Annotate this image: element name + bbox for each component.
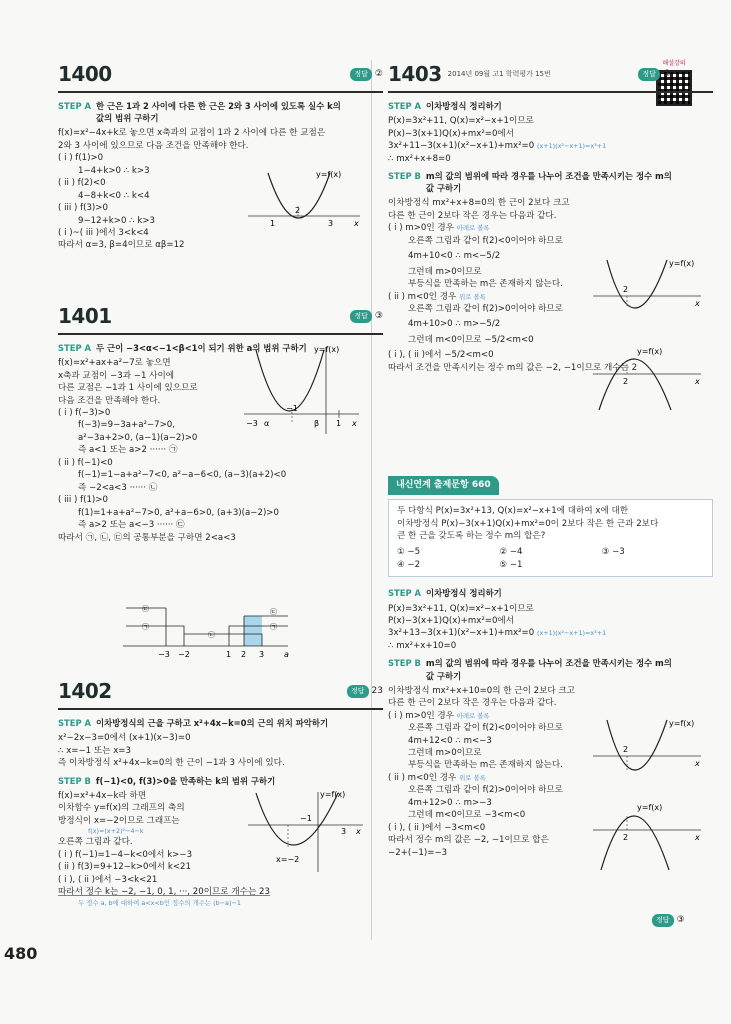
sol-line: f(x)=x²+4x−k라 하면: [58, 790, 147, 801]
tick-1: 1: [270, 219, 276, 228]
tick-2: 2: [623, 833, 629, 842]
axis-label: a: [284, 650, 289, 659]
problem-header: [58, 60, 383, 93]
parabola-graph: [248, 787, 368, 877]
step-title-2: 값 구하기: [425, 670, 462, 681]
answer-tag: 정답: [350, 68, 372, 80]
sol-line: 즉 이차방정식 x²+4x−k=0의 한 근이 −1과 3 사이에 있다.: [58, 758, 285, 769]
tick-m1: −1: [286, 404, 298, 413]
step-title: 이차방정식 정리하기: [426, 101, 502, 111]
parabola-graph-up: [593, 716, 708, 788]
problem-number: 1402: [58, 679, 112, 703]
step-a: [388, 100, 713, 112]
sol-line: ( i ) f(−3)>0: [58, 408, 111, 418]
sol-note: 아래로 볼록: [456, 711, 490, 720]
sol-line: 다른 교점은 −1과 1 사이에 있으므로: [58, 383, 198, 394]
sol-line: ( i ), ( ii )에서 −5/2<m<0: [388, 350, 494, 361]
tick-3: 3: [259, 650, 265, 659]
answer-tag: 정답: [347, 685, 369, 697]
tick-2: 2: [623, 745, 629, 754]
sol-line: 다른 한 근이 2보다 작은 경우는 다음과 같다.: [388, 698, 557, 709]
answer-value: ②: [374, 68, 383, 79]
step-b: [388, 170, 713, 194]
sol-line: 1−4+k>0 ∴ k>3: [78, 165, 150, 176]
sol-line: f(1)=1+a+a²−7>0, a²+a−6>0, (a+3)(a−2)>0: [78, 507, 279, 518]
problem-header: [388, 60, 713, 93]
sol-line: f(x)=x²−4x+k로 놓으면 x축과의 교점이 1과 2 사이에 다른 한 교점은: [58, 128, 326, 139]
sol-line: ( ii ) f(2)<0: [58, 178, 106, 189]
graph-label: y=f(x): [637, 347, 663, 356]
axis-of-symmetry: x=−2: [276, 855, 300, 864]
tick-m3: −3: [246, 419, 258, 428]
choice-4[interactable]: ④ −2: [397, 559, 421, 570]
left-column: [58, 60, 383, 937]
tick-3: 3: [328, 219, 334, 228]
sol-note: (x+1)(x²−x+1)=x³+1: [536, 142, 607, 151]
sol-line: 즉 a>2 또는 a<−3 ······ ㉢: [78, 520, 185, 531]
problem-header: [58, 302, 383, 335]
sol-note: 아래로 볼록: [456, 224, 490, 233]
sol-line: 부등식을 만족하는 m은 존재하지 않는다.: [408, 760, 563, 771]
step-label: STEP A: [58, 718, 92, 728]
step-b: [58, 775, 383, 787]
problem-1402: [58, 677, 383, 927]
answer-value: ②: [662, 68, 671, 79]
answer: [347, 685, 383, 698]
sol-line: ( iii ) f(3)>0: [58, 203, 108, 214]
sol-note: 두 정수 a, b에 대하여 a<x<b인 정수의 개수는 (b−a)−1: [78, 898, 241, 907]
sol-line: 오른쪽 그림과 같다.: [58, 837, 133, 848]
sol-line: P(x)=3x²+11, Q(x)=x²−x+1이므로: [388, 116, 534, 127]
sol-line: 오른쪽 그림과 같이 f(2)<0이어야 하므로: [408, 723, 564, 734]
problem-number: 1401: [58, 304, 112, 328]
sol-line: 4m+12>0 ∴ m>−3: [408, 797, 492, 808]
step-title: 이차방정식의 근을 구하고 x²+4x−k=0의 근의 위치 파악하기: [96, 718, 329, 728]
sol-line: 즉 a<1 또는 a>2 ······ ㉠: [78, 445, 178, 456]
x-axis-label: x: [695, 759, 700, 768]
right-column: [388, 60, 713, 859]
tick-2: 2: [623, 285, 629, 294]
graph-label: y=f(x): [669, 259, 695, 268]
graph-label: y=f(x): [314, 345, 340, 354]
sol-line: 따라서 ㉠, ㉡, ㉢의 공통부분을 구하면 2<a<3: [58, 532, 236, 543]
parabola-graph-down: [593, 344, 708, 414]
step-title: m의 값의 범위에 따라 경우를 나누어 조건을 만족시키는 정수 m의: [425, 171, 672, 181]
step-label: STEP A: [388, 588, 422, 599]
tick-2: 2: [241, 650, 247, 659]
sol-line: 그런데 m>0이므로: [408, 747, 482, 758]
sol-line: 따라서 정수 m의 값은 −2, −1이므로 합은: [388, 835, 549, 846]
sol-line: ( i ), ( ii )에서 −3<m<0: [388, 822, 486, 833]
sol-line-text: ( i ) m>0인 경우: [388, 710, 454, 721]
problem-1401: [58, 302, 383, 667]
sol-line: ( i ) f(1)>0: [58, 153, 104, 164]
parabola-graph-up: [593, 256, 708, 326]
sol-line: 부등식을 만족하는 m은 존재하지 않는다.: [408, 279, 563, 290]
sol-line: 따라서 α=3, β=4이므로 αβ=12: [58, 240, 185, 251]
page-number: 480: [4, 944, 38, 963]
sol-line: 즉 −2<a<3 ······ ㉡: [78, 482, 158, 493]
sol-line: 오른쪽 그림과 같이 f(2)>0이어야 하므로: [408, 304, 564, 314]
graph-label: y=f(x): [320, 790, 346, 799]
sol-line: 이차방정식 mx²+x+10=0의 한 근이 2보다 크고: [388, 685, 576, 696]
tick-m2: −2: [178, 650, 190, 659]
step-label: STEP A: [58, 101, 92, 111]
answer-value: 23: [371, 685, 383, 696]
parabola-graph: [244, 342, 364, 437]
answer-tag: 정답: [652, 914, 674, 926]
tick-3: 3: [341, 827, 347, 836]
problem-1400: [58, 60, 383, 292]
sol-line: 4m+10>0 ∴ m>−5/2: [408, 319, 501, 330]
sol-line: 이차함수 y=f(x)의 그래프의 축의: [58, 803, 185, 814]
answer: [350, 68, 383, 81]
answer-660: [652, 914, 685, 927]
sol-line: 방정식이 x=−2이므로 그래프는: [58, 815, 180, 826]
sol-line: f(−1)=1−a+a²−7<0, a²−a−6<0, (a−3)(a+2)<0: [78, 470, 287, 481]
step-title-2: 값 구하기: [425, 183, 462, 194]
question-line: 큰 한 근을 갖도록 하는 정수 m의 합은?: [397, 530, 546, 541]
step-a: [388, 587, 713, 599]
x-axis-label: x: [356, 827, 361, 836]
sol-line: 다음 조건을 만족해야 한다.: [58, 395, 161, 406]
sol-note: f(x)=(x+2)²−4−k: [88, 827, 144, 836]
sol-line: x²−2x−3=0에서 (x+1)(x−3)=0: [58, 733, 191, 744]
region-c: ㉢: [142, 605, 149, 613]
sol-line: 오른쪽 그림과 같이 f(2)<0이어야 하므로: [408, 235, 564, 246]
sol-line: 그런데 m<0이므로 −3<m<0: [408, 810, 526, 821]
step-a: [58, 717, 383, 729]
tick-alpha: α: [264, 419, 270, 428]
linked-header: 내신연계 출제문항 660: [388, 476, 499, 495]
sol-line: 따라서 조건을 만족시키는 정수 m의 값은 −2, −1이므로 개수는 2: [388, 362, 638, 373]
problem-1403: [388, 60, 713, 462]
sol-line: [388, 627, 713, 639]
sol-line: 따라서 정수 k는 −2, −1, 0, 1, ···, 20이므로 개수는 23: [58, 887, 270, 898]
x-axis-label: x: [354, 219, 359, 228]
answer-tag: 정답: [350, 310, 372, 322]
question-line: 이차방정식 P(x)−3(x+1)Q(x)+mx²=0이 2보다 작은 한 근과 2보다: [397, 518, 659, 529]
region-c2: ㉢: [270, 608, 277, 616]
sol-line-text: ( i ) m>0인 경우: [388, 223, 454, 234]
parabola-graph: [248, 168, 368, 240]
answer: [638, 68, 671, 81]
parabola-graph-down: [593, 800, 708, 872]
sol-line: 그런데 m<0이므로 −5/2<m<0: [408, 334, 534, 345]
sol-line: ∴ mx²+x+8=0: [388, 153, 451, 164]
tick-m1: −1: [300, 814, 312, 823]
sol-note: 위로 볼록: [459, 292, 486, 301]
sol-line: 오른쪽 그림과 같이 f(2)>0이어야 하므로: [408, 785, 564, 796]
sol-line: P(x)−3(x+1)Q(x)+mx²=0에서: [388, 128, 515, 139]
sol-line: 4m+12<0 ∴ m<−3: [408, 735, 492, 746]
sol-line-text: ( ii ) m<0인 경우: [388, 291, 457, 302]
sol-line: ( iii ) f(1)>0: [58, 495, 108, 506]
linked-problem-660: [388, 472, 713, 859]
sol-line: ( ii ) f(−1)<0: [58, 457, 113, 468]
step-a: [58, 100, 383, 124]
sol-line: f(x)=x²+ax+a²−7로 놓으면: [58, 358, 171, 369]
graph-label: y=f(x): [637, 803, 663, 812]
linked-question: [388, 499, 713, 577]
sol-line: ∴ mx²+x+10=0: [388, 640, 457, 651]
step-title: f(−1)<0, f(3)>0을 만족하는 k의 범위 구하기: [95, 775, 276, 786]
tick-1: 1: [336, 419, 342, 428]
step-title-2: 값의 범위 구하기: [96, 113, 159, 124]
number-line: [118, 602, 298, 662]
x-axis-label: x: [695, 377, 700, 386]
sol-line: 다른 한 근이 2보다 작은 경우는 다음과 같다.: [388, 210, 557, 221]
choice-1[interactable]: ① −5: [397, 547, 421, 558]
problem-number: 1400: [58, 62, 112, 86]
step-label: STEP B: [388, 658, 421, 669]
sol-line: f(−3)=9−3a+a²−7>0,: [78, 420, 175, 431]
sol-line: ( i )~( iii )에서 3<k<4: [58, 228, 149, 238]
qr-label: 해설강의: [662, 60, 686, 67]
sol-line: 그런데 m>0이므로: [408, 266, 482, 277]
step-title: m의 값의 범위에 따라 경우를 나누어 조건을 만족시키는 정수 m의: [425, 658, 672, 669]
graph-label: y=f(x): [316, 170, 342, 179]
sol-line: 4m+10<0 ∴ m<−5/2: [408, 251, 501, 262]
region-a2: ㉠: [270, 623, 277, 631]
step-label: STEP A: [388, 101, 422, 111]
graph-label: y=f(x): [669, 719, 695, 728]
sol-line: P(x)−3(x+1)Q(x)+mx²=0에서: [388, 615, 515, 626]
sol-line: −2+(−1)=−3: [388, 847, 448, 858]
answer-value: ③: [374, 310, 383, 321]
choice-3[interactable]: ③ −3: [601, 547, 625, 558]
step-title: 두 근이 −3<α<−1<β<1이 되기 위한 a의 범위 구하기: [96, 343, 307, 353]
step-title: 한 근은 1과 2 사이에 다른 한 근은 2와 3 사이에 있도록 실수 k의: [96, 101, 341, 111]
x-axis-label: x: [695, 833, 700, 842]
tick-2: 2: [295, 206, 301, 215]
sol-line: ( ii ) f(3)=9+12−k>0에서 k<21: [58, 862, 191, 873]
question-line: 두 다항식 P(x)=3x²+13, Q(x)=x²−x+1에 대하여 x에 대한: [397, 506, 629, 517]
sol-line-text: ( ii ) m<0인 경우: [388, 772, 457, 783]
region-a: ㉠: [142, 623, 149, 631]
step-b: [388, 657, 713, 681]
answer-value: ③: [676, 915, 685, 925]
sol-line: 이차방정식 mx²+x+8=0의 한 근이 2보다 크고: [388, 198, 570, 209]
choice-5[interactable]: ⑤ −1: [499, 559, 523, 570]
tick-1: 1: [226, 650, 232, 659]
step-title: 이차방정식 정리하기: [426, 588, 502, 599]
step-label: STEP B: [388, 171, 421, 181]
sol-line: 4−8+k<0 ∴ k<4: [78, 190, 150, 201]
sol-line: x축과 교점이 −3과 −1 사이에: [58, 370, 175, 381]
problem-number: 1403: [388, 62, 442, 86]
tick-beta: β: [314, 419, 320, 428]
sol-line: [388, 140, 713, 152]
sol-line: ∴ x=−1 또는 x=3: [58, 745, 131, 756]
choices: [397, 546, 704, 571]
sol-line: 2와 3 사이에 있으므로 다음 조건을 만족해야 한다.: [58, 140, 249, 151]
answer: [350, 310, 383, 323]
sol-line: a²−3a+2>0, (a−1)(a−2)>0: [78, 432, 198, 443]
problem-source: 2014년 09월 고1 학력평가 15번: [447, 70, 551, 79]
sol-line: ( i ), ( ii )에서 −3<k<21: [58, 874, 158, 885]
tick-2: 2: [623, 377, 629, 386]
x-axis-label: x: [352, 419, 357, 428]
step-label: STEP B: [58, 775, 91, 786]
sol-line: [388, 222, 713, 234]
sol-line: 9−12+k>0 ∴ k>3: [78, 215, 156, 226]
sol-line-text: 3x²+13−3(x+1)(x²−x+1)+mx²=0: [388, 628, 535, 639]
sol-line-text: 3x²+11−3(x+1)(x²−x+1)+mx²=0: [388, 141, 535, 152]
problem-header: [58, 677, 383, 710]
tick-m3: −3: [158, 650, 170, 659]
sol-note: 위로 볼록: [459, 773, 486, 782]
region-b: ㉡: [208, 631, 215, 639]
answer-tag: 정답: [638, 68, 660, 80]
sol-line: P(x)=3x²+11, Q(x)=x²−x+1이므로: [388, 603, 534, 614]
sol-note: (x+1)(x²−x+1)=x³+1: [536, 629, 607, 638]
step-label: STEP A: [58, 343, 92, 353]
choice-2[interactable]: ② −4: [499, 547, 523, 558]
sol-line: ( i ) f(−1)=1−4−k<0에서 k>−3: [58, 849, 193, 860]
x-axis-label: x: [695, 299, 700, 308]
